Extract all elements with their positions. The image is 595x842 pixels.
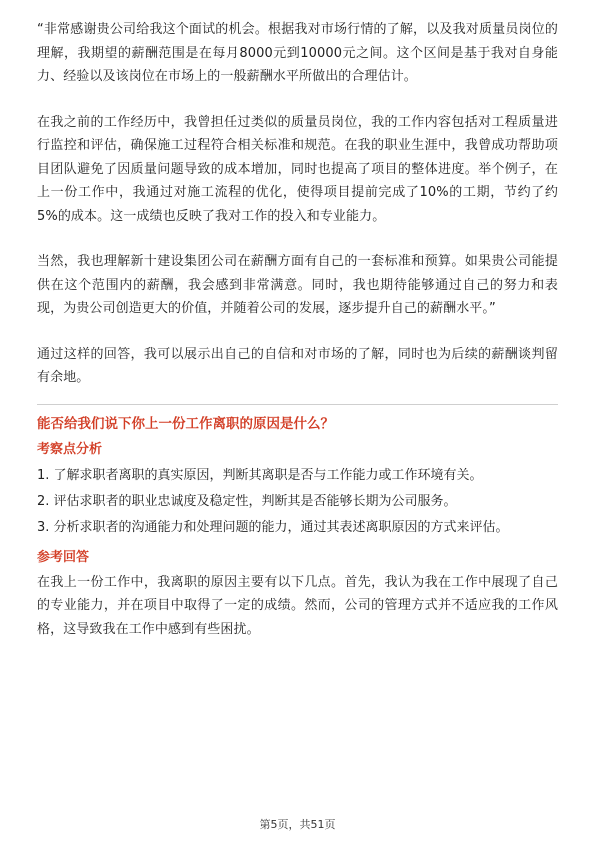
answer-paragraph-1: “非常感谢贵公司给我这个面试的机会。根据我对市场行情的了解，以及我对质量员岗位的理解，我期望的薪酬范围是在每月8000元到10000元之间。这个区间是基于我对自身能力、经验以及该岗位在市场上的一般薪酬水平所做出的合理估计。 [37, 22, 558, 84]
paragraph-gap [37, 321, 558, 343]
reference-heading: 参考回答 [37, 549, 90, 565]
analysis-point: 1. 了解求职者离职的真实原因，判断其离职是否与工作能力或工作环境有关。 [37, 467, 483, 483]
question-title: 能否给我们说下你上一份工作离职的原因是什么？ [37, 415, 334, 432]
paragraph-gap [37, 228, 558, 250]
section-divider [37, 404, 558, 405]
answer-paragraph-2: 在我之前的工作经历中，我曾担任过类似的质量员岗位，我的工作内容包括对工程质量进行监控和评估，确保施工过程符合相关标准和规范。在我的职业生涯中，我曾成功帮助项目团队避免了因质量问题导致的成本增加，同时也提高了项目的整体进度。举个例子，在上一份工作中，我通过对施工流程的优化，使得项目提前完成了10%的工期，节约了约5%的成本。这一成绩也反映了我对工作的投入和专业能力。 [37, 114, 558, 224]
document-page [37, 18, 558, 641]
reference-answer: 在我上一份工作中，我离职的原因主要有以下几点。首先，我认为我在工作中展现了自己的专业能力，并在项目中取得了一定的成绩。然而，公司的管理方式并不适应我的工作风格，这导致我在工作中感到有些困扰。 [37, 574, 558, 637]
answer-paragraph-3: 当然，我也理解新十建设集团公司在薪酬方面有自己的一套标准和预算。如果贵公司能提供在这个范围内的薪酬，我会感到非常满意。同时，我也期待能够通过自己的努力和表现，为贵公司创造更大的价值，并随着公司的发展，逐步提升自己的薪酬水平。” [37, 254, 558, 316]
analysis-point: 3. 分析求职者的沟通能力和处理问题的能力，通过其表述离职原因的方式来评估。 [37, 519, 509, 535]
page-indicator: 第5页，共51页 [259, 818, 336, 831]
analysis-list [37, 463, 558, 541]
analysis-point: 2. 评估求职者的职业忠诚度及稳定性，判断其是否能够长期为公司服务。 [37, 493, 457, 509]
paragraph-gap [37, 89, 558, 111]
answer-paragraph-4: 通过这样的回答，我可以展示出自己的自信和对市场的了解，同时也为后续的薪酬谈判留有余地。 [37, 346, 558, 385]
analysis-heading: 考察点分析 [37, 441, 103, 457]
